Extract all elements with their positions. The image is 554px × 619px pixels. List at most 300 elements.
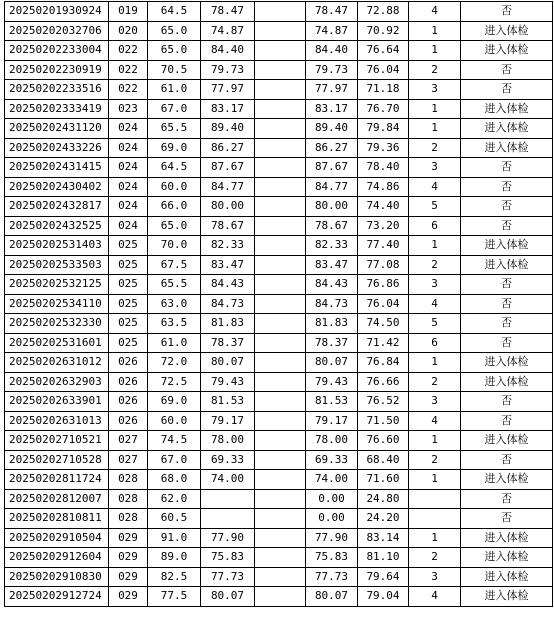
empty-cell (255, 236, 306, 256)
candidate-id-cell: 20250202431415 (5, 158, 109, 178)
position-code-cell: 025 (109, 314, 148, 334)
candidate-id-cell: 20250202631013 (5, 411, 109, 431)
table-row (5, 80, 553, 100)
position-code-cell: 026 (109, 411, 148, 431)
empty-cell (255, 177, 306, 197)
empty-cell (255, 294, 306, 314)
interview-score-cell (201, 489, 255, 509)
result-cell: 进入体检 (461, 372, 553, 392)
total-score-cell: 74.86 (358, 177, 409, 197)
candidate-id-cell: 20250202631012 (5, 353, 109, 373)
empty-cell (255, 489, 306, 509)
result-cell: 进入体检 (461, 255, 553, 275)
written-score-cell: 72.5 (148, 372, 201, 392)
candidate-id-cell: 20250201930924 (5, 2, 109, 22)
interview-score-cell: 83.47 (201, 255, 255, 275)
candidate-id-cell: 20250202912604 (5, 548, 109, 568)
written-score-cell: 89.0 (148, 548, 201, 568)
rank-cell: 2 (409, 138, 461, 158)
position-code-cell: 024 (109, 177, 148, 197)
result-cell: 进入体检 (461, 99, 553, 119)
total-score-cell: 76.86 (358, 275, 409, 295)
result-cell: 否 (461, 392, 553, 412)
empty-cell (255, 431, 306, 451)
interview-score-cell: 77.73 (201, 567, 255, 587)
results-sheet (4, 1, 552, 616)
empty-cell (255, 333, 306, 353)
empty-cell (255, 587, 306, 607)
rank-cell: 3 (409, 567, 461, 587)
candidate-id-cell: 20250202433226 (5, 138, 109, 158)
table-row (5, 294, 553, 314)
interview-score-cell: 87.67 (201, 158, 255, 178)
interview-converted-cell: 75.83 (306, 548, 358, 568)
total-score-cell: 76.70 (358, 99, 409, 119)
candidate-id-cell: 20250202032706 (5, 21, 109, 41)
table-row (5, 489, 553, 509)
interview-converted-cell: 0.00 (306, 509, 358, 529)
empty-cell (255, 567, 306, 587)
rank-cell: 4 (409, 2, 461, 22)
result-cell: 否 (461, 314, 553, 334)
rank-cell: 6 (409, 216, 461, 236)
position-code-cell: 028 (109, 509, 148, 529)
table-row (5, 528, 553, 548)
rank-cell: 1 (409, 528, 461, 548)
interview-converted-cell: 69.33 (306, 450, 358, 470)
interview-score-cell: 80.07 (201, 353, 255, 373)
written-score-cell: 67.0 (148, 99, 201, 119)
rank-cell: 2 (409, 372, 461, 392)
rank-cell: 1 (409, 353, 461, 373)
interview-score-cell: 84.77 (201, 177, 255, 197)
table-row (5, 392, 553, 412)
interview-score-cell (201, 509, 255, 529)
table-row (5, 216, 553, 236)
interview-score-cell: 79.43 (201, 372, 255, 392)
interview-converted-cell: 74.00 (306, 470, 358, 490)
empty-cell (255, 372, 306, 392)
interview-score-cell: 69.33 (201, 450, 255, 470)
candidate-id-cell: 20250202910830 (5, 567, 109, 587)
position-code-cell: 029 (109, 567, 148, 587)
position-code-cell: 025 (109, 255, 148, 275)
interview-converted-cell: 80.07 (306, 587, 358, 607)
table-row (5, 236, 553, 256)
total-score-cell: 79.64 (358, 567, 409, 587)
result-cell: 否 (461, 177, 553, 197)
candidate-id-cell: 20250202811724 (5, 470, 109, 490)
total-score-cell: 76.04 (358, 294, 409, 314)
empty-cell (255, 197, 306, 217)
interview-converted-cell: 78.67 (306, 216, 358, 236)
total-score-cell: 71.60 (358, 470, 409, 490)
result-cell: 否 (461, 489, 553, 509)
total-score-cell: 74.50 (358, 314, 409, 334)
written-score-cell: 65.0 (148, 21, 201, 41)
written-score-cell: 70.5 (148, 60, 201, 80)
interview-score-cell: 84.43 (201, 275, 255, 295)
rank-cell: 4 (409, 177, 461, 197)
empty-cell (255, 314, 306, 334)
rank-cell: 4 (409, 587, 461, 607)
empty-cell (255, 411, 306, 431)
rank-cell: 2 (409, 548, 461, 568)
candidate-id-cell: 20250202531601 (5, 333, 109, 353)
interview-converted-cell: 84.43 (306, 275, 358, 295)
result-cell: 否 (461, 411, 553, 431)
candidate-id-cell: 20250202531403 (5, 236, 109, 256)
rank-cell: 1 (409, 99, 461, 119)
rank-cell: 3 (409, 275, 461, 295)
empty-cell (255, 450, 306, 470)
written-score-cell: 63.5 (148, 314, 201, 334)
empty-cell (255, 470, 306, 490)
candidate-id-cell: 20250202912724 (5, 587, 109, 607)
candidate-id-cell: 20250202534110 (5, 294, 109, 314)
written-score-cell: 77.5 (148, 587, 201, 607)
empty-cell (255, 353, 306, 373)
candidate-id-cell: 20250202432525 (5, 216, 109, 236)
interview-converted-cell: 80.07 (306, 353, 358, 373)
result-cell: 否 (461, 450, 553, 470)
rank-cell: 4 (409, 411, 461, 431)
total-score-cell: 76.04 (358, 60, 409, 80)
empty-cell (255, 158, 306, 178)
written-score-cell: 69.0 (148, 392, 201, 412)
interview-converted-cell: 84.40 (306, 41, 358, 61)
table-row (5, 450, 553, 470)
result-cell: 进入体检 (461, 119, 553, 139)
rank-cell: 2 (409, 60, 461, 80)
total-score-cell: 72.88 (358, 2, 409, 22)
rank-cell: 1 (409, 431, 461, 451)
interview-score-cell: 79.17 (201, 411, 255, 431)
empty-cell (255, 80, 306, 100)
written-score-cell: 68.0 (148, 470, 201, 490)
total-score-cell: 68.40 (358, 450, 409, 470)
written-score-cell: 74.5 (148, 431, 201, 451)
total-score-cell: 79.04 (358, 587, 409, 607)
written-score-cell: 70.0 (148, 236, 201, 256)
candidate-id-cell: 20250202533503 (5, 255, 109, 275)
written-score-cell: 65.0 (148, 216, 201, 236)
candidate-id-cell: 20250202532125 (5, 275, 109, 295)
interview-converted-cell: 83.47 (306, 255, 358, 275)
interview-score-cell: 79.73 (201, 60, 255, 80)
written-score-cell: 60.5 (148, 509, 201, 529)
rank-cell: 4 (409, 294, 461, 314)
total-score-cell: 81.10 (358, 548, 409, 568)
interview-converted-cell: 84.73 (306, 294, 358, 314)
candidate-id-cell: 20250202233516 (5, 80, 109, 100)
interview-converted-cell: 77.97 (306, 80, 358, 100)
position-code-cell: 025 (109, 275, 148, 295)
result-cell: 否 (461, 333, 553, 353)
total-score-cell: 73.20 (358, 216, 409, 236)
total-score-cell: 79.84 (358, 119, 409, 139)
rank-cell: 1 (409, 236, 461, 256)
written-score-cell: 67.0 (148, 450, 201, 470)
interview-converted-cell: 83.17 (306, 99, 358, 119)
position-code-cell: 022 (109, 80, 148, 100)
position-code-cell: 024 (109, 158, 148, 178)
table-row (5, 314, 553, 334)
result-cell: 进入体检 (461, 528, 553, 548)
interview-converted-cell: 79.43 (306, 372, 358, 392)
results-table (4, 1, 553, 607)
table-row (5, 119, 553, 139)
position-code-cell: 026 (109, 353, 148, 373)
interview-score-cell: 82.33 (201, 236, 255, 256)
result-cell: 否 (461, 294, 553, 314)
empty-cell (255, 60, 306, 80)
position-code-cell: 026 (109, 392, 148, 412)
interview-converted-cell: 89.40 (306, 119, 358, 139)
result-cell: 进入体检 (461, 353, 553, 373)
total-score-cell: 79.36 (358, 138, 409, 158)
interview-score-cell: 77.97 (201, 80, 255, 100)
total-score-cell: 24.80 (358, 489, 409, 509)
result-cell: 进入体检 (461, 548, 553, 568)
table-row (5, 158, 553, 178)
empty-cell (255, 138, 306, 158)
written-score-cell: 67.5 (148, 255, 201, 275)
position-code-cell: 029 (109, 548, 148, 568)
rank-cell (409, 489, 461, 509)
interview-score-cell: 78.67 (201, 216, 255, 236)
empty-cell (255, 99, 306, 119)
rank-cell: 3 (409, 158, 461, 178)
position-code-cell: 027 (109, 431, 148, 451)
total-score-cell: 71.50 (358, 411, 409, 431)
candidate-id-cell: 20250202230919 (5, 60, 109, 80)
position-code-cell: 025 (109, 333, 148, 353)
total-score-cell: 76.66 (358, 372, 409, 392)
interview-score-cell: 77.90 (201, 528, 255, 548)
position-code-cell: 022 (109, 41, 148, 61)
written-score-cell: 65.5 (148, 275, 201, 295)
total-score-cell: 71.42 (358, 333, 409, 353)
total-score-cell: 77.08 (358, 255, 409, 275)
candidate-id-cell: 20250202710521 (5, 431, 109, 451)
position-code-cell: 029 (109, 587, 148, 607)
rank-cell: 1 (409, 41, 461, 61)
result-cell: 进入体检 (461, 236, 553, 256)
result-cell: 进入体检 (461, 431, 553, 451)
total-score-cell: 76.52 (358, 392, 409, 412)
candidate-id-cell: 20250202532330 (5, 314, 109, 334)
result-cell: 否 (461, 275, 553, 295)
table-row (5, 333, 553, 353)
interview-converted-cell: 81.53 (306, 392, 358, 412)
candidate-id-cell: 20250202432817 (5, 197, 109, 217)
position-code-cell: 023 (109, 99, 148, 119)
interview-score-cell: 78.00 (201, 431, 255, 451)
empty-cell (255, 119, 306, 139)
empty-cell (255, 275, 306, 295)
candidate-id-cell: 20250202633901 (5, 392, 109, 412)
candidate-id-cell: 20250202431120 (5, 119, 109, 139)
empty-cell (255, 548, 306, 568)
position-code-cell: 024 (109, 197, 148, 217)
written-score-cell: 62.0 (148, 489, 201, 509)
empty-cell (255, 216, 306, 236)
position-code-cell: 025 (109, 294, 148, 314)
empty-cell (255, 528, 306, 548)
table-row (5, 21, 553, 41)
table-row (5, 177, 553, 197)
interview-converted-cell: 87.67 (306, 158, 358, 178)
rank-cell: 3 (409, 80, 461, 100)
interview-converted-cell: 79.17 (306, 411, 358, 431)
interview-converted-cell: 84.77 (306, 177, 358, 197)
rank-cell: 3 (409, 392, 461, 412)
candidate-id-cell: 20250202710528 (5, 450, 109, 470)
written-score-cell: 64.5 (148, 158, 201, 178)
table-row (5, 470, 553, 490)
written-score-cell: 91.0 (148, 528, 201, 548)
interview-score-cell: 74.00 (201, 470, 255, 490)
result-cell: 进入体检 (461, 21, 553, 41)
position-code-cell: 028 (109, 489, 148, 509)
interview-score-cell: 81.53 (201, 392, 255, 412)
table-row (5, 255, 553, 275)
position-code-cell: 027 (109, 450, 148, 470)
rank-cell: 5 (409, 197, 461, 217)
table-row (5, 372, 553, 392)
result-cell: 否 (461, 216, 553, 236)
total-score-cell: 70.92 (358, 21, 409, 41)
rank-cell (409, 509, 461, 529)
written-score-cell: 72.0 (148, 353, 201, 373)
result-cell: 否 (461, 509, 553, 529)
table-row (5, 197, 553, 217)
empty-cell (255, 509, 306, 529)
position-code-cell: 026 (109, 372, 148, 392)
position-code-cell: 025 (109, 236, 148, 256)
table-row (5, 548, 553, 568)
rank-cell: 2 (409, 255, 461, 275)
total-score-cell: 78.40 (358, 158, 409, 178)
interview-score-cell: 86.27 (201, 138, 255, 158)
rank-cell: 1 (409, 119, 461, 139)
position-code-cell: 024 (109, 138, 148, 158)
candidate-id-cell: 20250202632903 (5, 372, 109, 392)
interview-score-cell: 84.40 (201, 41, 255, 61)
empty-cell (255, 41, 306, 61)
interview-score-cell: 84.73 (201, 294, 255, 314)
rank-cell: 6 (409, 333, 461, 353)
interview-score-cell: 80.07 (201, 587, 255, 607)
written-score-cell: 65.0 (148, 41, 201, 61)
interview-score-cell: 83.17 (201, 99, 255, 119)
rank-cell: 1 (409, 21, 461, 41)
position-code-cell: 019 (109, 2, 148, 22)
written-score-cell: 82.5 (148, 567, 201, 587)
table-row (5, 60, 553, 80)
interview-converted-cell: 80.00 (306, 197, 358, 217)
candidate-id-cell: 20250202233004 (5, 41, 109, 61)
table-row (5, 411, 553, 431)
total-score-cell: 83.14 (358, 528, 409, 548)
interview-score-cell: 78.37 (201, 333, 255, 353)
empty-cell (255, 21, 306, 41)
written-score-cell: 66.0 (148, 197, 201, 217)
written-score-cell: 65.5 (148, 119, 201, 139)
written-score-cell: 69.0 (148, 138, 201, 158)
result-cell: 否 (461, 60, 553, 80)
rank-cell: 1 (409, 470, 461, 490)
total-score-cell: 77.40 (358, 236, 409, 256)
empty-cell (255, 2, 306, 22)
position-code-cell: 028 (109, 470, 148, 490)
total-score-cell: 76.84 (358, 353, 409, 373)
interview-converted-cell: 78.37 (306, 333, 358, 353)
written-score-cell: 61.0 (148, 333, 201, 353)
table-row (5, 587, 553, 607)
total-score-cell: 76.60 (358, 431, 409, 451)
result-cell: 进入体检 (461, 567, 553, 587)
candidate-id-cell: 20250202430402 (5, 177, 109, 197)
candidate-id-cell: 20250202910504 (5, 528, 109, 548)
interview-converted-cell: 78.47 (306, 2, 358, 22)
position-code-cell: 029 (109, 528, 148, 548)
table-row (5, 509, 553, 529)
table-row (5, 99, 553, 119)
candidate-id-cell: 20250202812007 (5, 489, 109, 509)
interview-score-cell: 74.87 (201, 21, 255, 41)
table-row (5, 2, 553, 22)
position-code-cell: 020 (109, 21, 148, 41)
rank-cell: 2 (409, 450, 461, 470)
result-cell: 进入体检 (461, 41, 553, 61)
interview-converted-cell: 77.90 (306, 528, 358, 548)
result-cell: 否 (461, 2, 553, 22)
written-score-cell: 60.0 (148, 411, 201, 431)
total-score-cell: 74.40 (358, 197, 409, 217)
candidate-id-cell: 20250202810811 (5, 509, 109, 529)
interview-converted-cell: 81.83 (306, 314, 358, 334)
interview-converted-cell: 78.00 (306, 431, 358, 451)
interview-score-cell: 80.00 (201, 197, 255, 217)
table-row (5, 41, 553, 61)
table-row (5, 275, 553, 295)
result-cell: 否 (461, 80, 553, 100)
total-score-cell: 76.64 (358, 41, 409, 61)
interview-converted-cell: 77.73 (306, 567, 358, 587)
candidate-id-cell: 20250202333419 (5, 99, 109, 119)
table-row (5, 431, 553, 451)
table-row (5, 353, 553, 373)
interview-score-cell: 89.40 (201, 119, 255, 139)
written-score-cell: 61.0 (148, 80, 201, 100)
result-cell: 进入体检 (461, 138, 553, 158)
table-row (5, 138, 553, 158)
empty-cell (255, 255, 306, 275)
written-score-cell: 64.5 (148, 2, 201, 22)
rank-cell: 5 (409, 314, 461, 334)
interview-converted-cell: 74.87 (306, 21, 358, 41)
empty-cell (255, 392, 306, 412)
interview-score-cell: 75.83 (201, 548, 255, 568)
result-cell: 否 (461, 197, 553, 217)
position-code-cell: 024 (109, 216, 148, 236)
result-cell: 否 (461, 158, 553, 178)
position-code-cell: 024 (109, 119, 148, 139)
interview-converted-cell: 0.00 (306, 489, 358, 509)
interview-score-cell: 78.47 (201, 2, 255, 22)
